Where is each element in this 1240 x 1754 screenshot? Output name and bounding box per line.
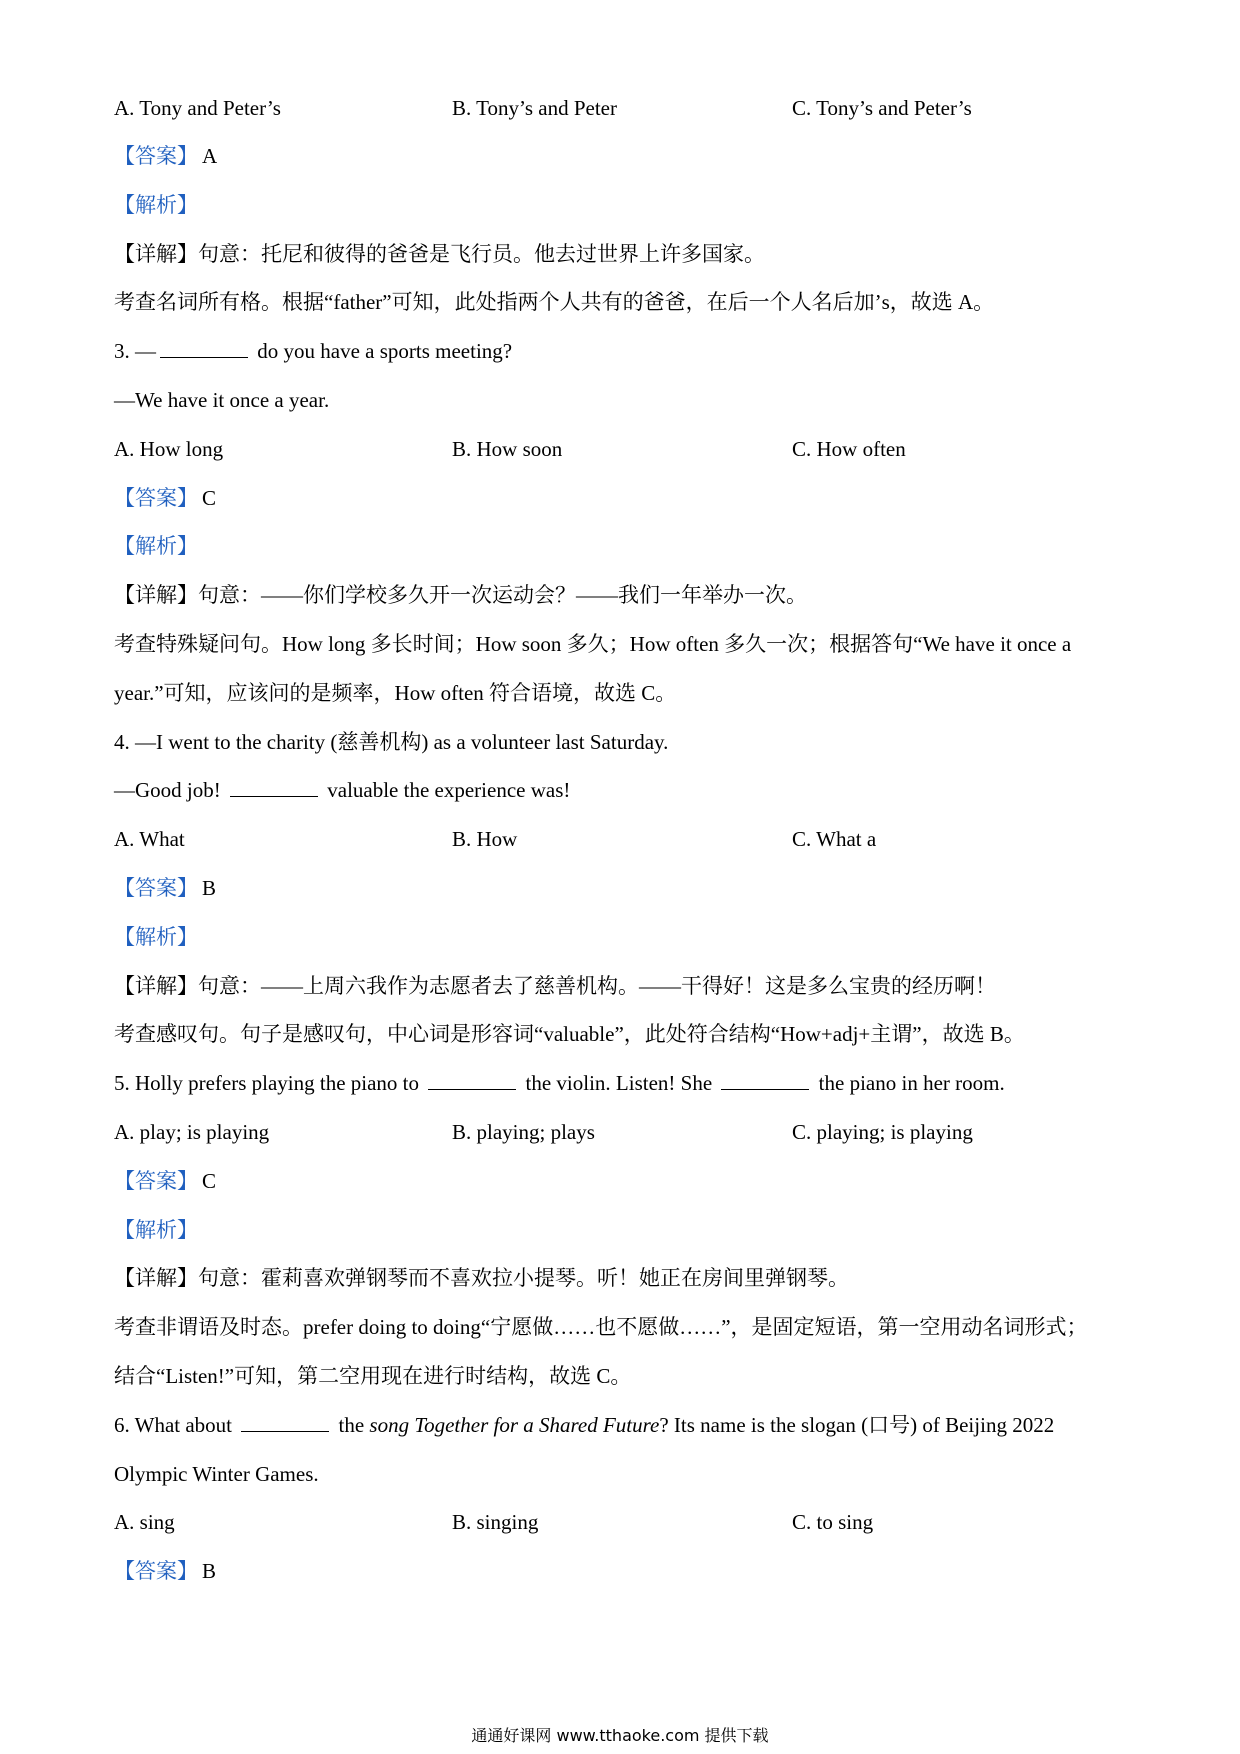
answer-blank-2 [721, 1069, 809, 1090]
q5-explanation-1: 考查非谓语及时态。prefer doing to doing“宁愿做……也不愿做……”，是固定短语，第一空用动名词形式； [114, 1315, 1088, 1339]
q3-detail-line [114, 581, 807, 609]
q2-detail-line [114, 240, 765, 268]
answer-label: 【答案】 [114, 486, 198, 510]
q2-option-c: C. Tony’s and Peter’s [792, 96, 972, 120]
answer-blank-1 [428, 1069, 516, 1090]
q5-answer-line [114, 1167, 216, 1195]
detail-text: 句意：——上周六我作为志愿者去了慈善机构。——干得好！这是多么宝贵的经历啊！ [198, 974, 996, 998]
q2-option-b: B. Tony’s and Peter [452, 96, 617, 120]
analysis-label: 【解析】 [114, 1218, 198, 1242]
q2-option-a: A. Tony and Peter’s [114, 96, 281, 120]
q3-explanation-2: year.”可知，应该问的是频率，How often 符合语境，故选 C。 [114, 681, 677, 705]
q2-explanation: 考查名词所有格。根据“father”可知，此处指两个人共有的爸爸，在后一个人名后加’s，故选 A。 [114, 290, 995, 314]
q6-prompt [114, 1411, 1054, 1439]
detail-label: 【详解】 [114, 242, 198, 266]
q5-prompt-a: 5. Holly prefers playing the piano to [114, 1071, 425, 1095]
q3-option-c: C. How often [792, 437, 906, 461]
q6-prompt-b: the [333, 1413, 370, 1437]
q6-option-b: B. singing [452, 1510, 539, 1534]
answer-blank [241, 1411, 329, 1432]
detail-label: 【详解】 [114, 583, 198, 607]
q4-explanation: 考查感叹句。句子是感叹句，中心词是形容词“valuable”，此处符合结构“How+adj+主谓”，故选 B。 [114, 1022, 1025, 1046]
q4-option-a: A. What [114, 827, 185, 851]
q3-prompt-suffix: do you have a sports meeting? [252, 339, 513, 363]
q3-explanation-1: 考查特殊疑问句。How long 多长时间；How soon 多久；How often 多久一次；根据答句“We have it once a [114, 632, 1072, 656]
q5-option-a: A. play; is playing [114, 1120, 270, 1144]
q4-option-c: C. What a [792, 827, 877, 851]
answer-value: B [202, 1559, 217, 1583]
q6-prompt-c: ? Its name is the slogan (口号) of Beijing 2022 [659, 1413, 1055, 1437]
q2-analysis-line [114, 191, 198, 219]
q5-prompt [114, 1069, 1005, 1097]
q3-option-b: B. How soon [452, 437, 563, 461]
q6-prompt-line2: Olympic Winter Games. [114, 1462, 319, 1486]
q5-option-b: B. playing; plays [452, 1120, 595, 1144]
q4-answer-line [114, 874, 216, 902]
q6-prompt-a: 6. What about [114, 1413, 238, 1437]
answer-label: 【答案】 [114, 876, 198, 900]
q5-explanation-2: 结合“Listen!”可知，第二空用现在进行时结构，故选 C。 [114, 1364, 632, 1388]
q4-reply-suffix: valuable the experience was! [322, 778, 571, 802]
page-footer: 通通好课网 www.tthaoke.com 提供下载 [471, 1726, 769, 1745]
answer-label: 【答案】 [114, 144, 198, 168]
q6-answer-line [114, 1557, 216, 1585]
q6-option-a: A. sing [114, 1510, 175, 1534]
q4-detail-line [114, 972, 996, 1000]
q4-prompt: 4. —I went to the charity (慈善机构) as a volunteer last Saturday. [114, 730, 669, 754]
q3-analysis-line [114, 532, 198, 560]
q3-answer-line [114, 484, 216, 512]
q6-option-c: C. to sing [792, 1510, 874, 1534]
detail-text: 句意：——你们学校多久开一次运动会？——我们一年举办一次。 [198, 583, 807, 607]
answer-value: B [202, 876, 217, 900]
analysis-label: 【解析】 [114, 534, 198, 558]
q5-prompt-c: the piano in her room. [813, 1071, 1005, 1095]
q3-reply: —We have it once a year. [114, 388, 330, 412]
answer-value: C [202, 486, 217, 510]
analysis-label: 【解析】 [114, 925, 198, 949]
answer-label: 【答案】 [114, 1559, 198, 1583]
q2-answer-line [114, 142, 217, 170]
detail-text: 句意：霍莉喜欢弹钢琴而不喜欢拉小提琴。听！她正在房间里弹钢琴。 [198, 1266, 849, 1290]
q3-prompt-prefix: 3. — [114, 339, 156, 363]
q5-option-c: C. playing; is playing [792, 1120, 973, 1144]
q6-song-title: song Together for a Shared Future [369, 1413, 660, 1437]
detail-label: 【详解】 [114, 1266, 198, 1290]
q4-analysis-line [114, 923, 198, 951]
answer-value: C [202, 1169, 217, 1193]
q5-analysis-line [114, 1216, 198, 1244]
q3-prompt [114, 337, 512, 365]
detail-text: 句意：托尼和彼得的爸爸是飞行员。他去过世界上许多国家。 [198, 242, 765, 266]
answer-value: A [202, 144, 218, 168]
answer-label: 【答案】 [114, 1169, 198, 1193]
q4-reply-prefix: —Good job! [114, 778, 226, 802]
answer-blank [160, 337, 248, 358]
q5-detail-line [114, 1264, 849, 1292]
answer-blank [230, 776, 318, 797]
q4-reply [114, 776, 570, 804]
q3-option-a: A. How long [114, 437, 224, 461]
q4-option-b: B. How [452, 827, 518, 851]
q5-prompt-b: the violin. Listen! She [520, 1071, 718, 1095]
detail-label: 【详解】 [114, 974, 198, 998]
analysis-label: 【解析】 [114, 193, 198, 217]
